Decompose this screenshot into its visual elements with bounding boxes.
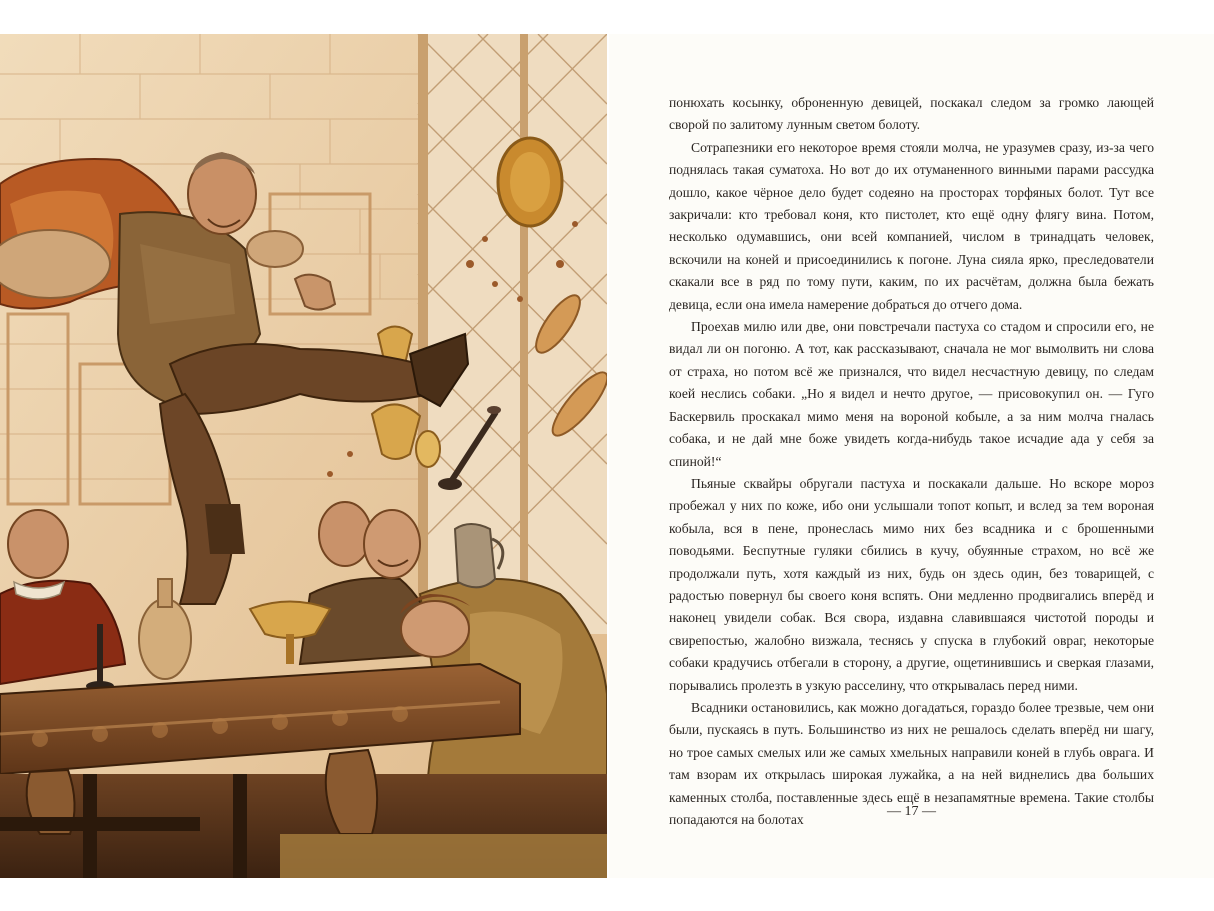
book-spread <box>0 34 1214 878</box>
text-page <box>609 34 1214 878</box>
page-number: — 17 — <box>887 804 936 819</box>
bench <box>280 834 607 878</box>
paragraph: Проехав милю или две, они повстречали пастуха со стадом и спросили его, не видал ли он погоню. А тот, как рассказывают, сначала не мог вымолвить ни слова от страха, но потом всё же признался, что видел несчастную девицу, по следам коей неслись собаки. „Но я видел и нечто другое, — присовокупил он. — Гуго Баскервиль проскакал мимо меня на вороной кобыле, а за ним молча гналась собака, и не дай мне боже увидеть когда-нибудь такое исчадие ада у себя за спиной!“ <box>669 319 1154 469</box>
paragraph: Пьяные сквайры обругали пастуха и поскакали дальше. Но вскоре мороз пробежал у них по коже, ибо они услышали топот копыт, и вслед за тем вороная кобыла, вся в пене, пронеслась мимо них без всадника и с брошенными поводьями. Беспутные гуляки сбились в кучу, обуянные страхом, но всё же продолжали путь, хотя каждый из них, будь он здесь один, без товарищей, с радостью повернул бы своего коня вспять. Они медленно продвигались вперёд и наконец увидели собак. Вся свора, издавна славившаяся чистотой породы и свирепостью, жалобно визжала, теснясь у спуска в глубокий овраг, некоторые собаки крадучись отбегали в сторону, а другие, ощетинившись и сверкая глазами, порывались пролезть в узкую расселину, что открывалась перед ними. <box>669 475 1154 693</box>
leaded-window <box>418 34 607 634</box>
page-body <box>669 92 1154 831</box>
feast-illustration-art <box>0 34 607 878</box>
paragraph: понюхать косынку, оброненную девицей, поскакал следом за громко лающей сворой по залитому лунным светом болоту. <box>669 95 1154 133</box>
paragraph: Всадники остановились, как можно догадаться, гораздо более трезвые, чем они были, пускаясь в путь. Большинство из них не решалось сделать вперёд ни шагу, но трое самых смелых или же самых хмельных направили коней в глубь оврага. И там взорам их открылась широкая лужайка, а на ней виднелись два больших каменных столба, поставленные здесь ещё в незапамятные времена. Такие столбы попадаются на болотах <box>669 699 1154 827</box>
feast-illustration <box>0 34 607 878</box>
paragraph: Сотрапезники его некоторое время стояли молча, не уразумев сразу, из-за чего поднялась такая суматоха. Но вот до их отуманенного винными парами рассудка дошло, какое чёрное дело будет содеяно на просторах торфяных болот. Тут все закричали: кто требовал коня, кто пистолет, кто ещё одну флягу вина. Потом, несколько одумавшись, они всей компанией, числом в тринадцать человек, вскочили на коней и присоединились к погоне. Луна сияла ярко, преследователи скакали все в ряд по тому пути, каким, по их расчётам, должна была бежать девица, если она имела намерение добраться до отчего дома. <box>669 139 1154 312</box>
